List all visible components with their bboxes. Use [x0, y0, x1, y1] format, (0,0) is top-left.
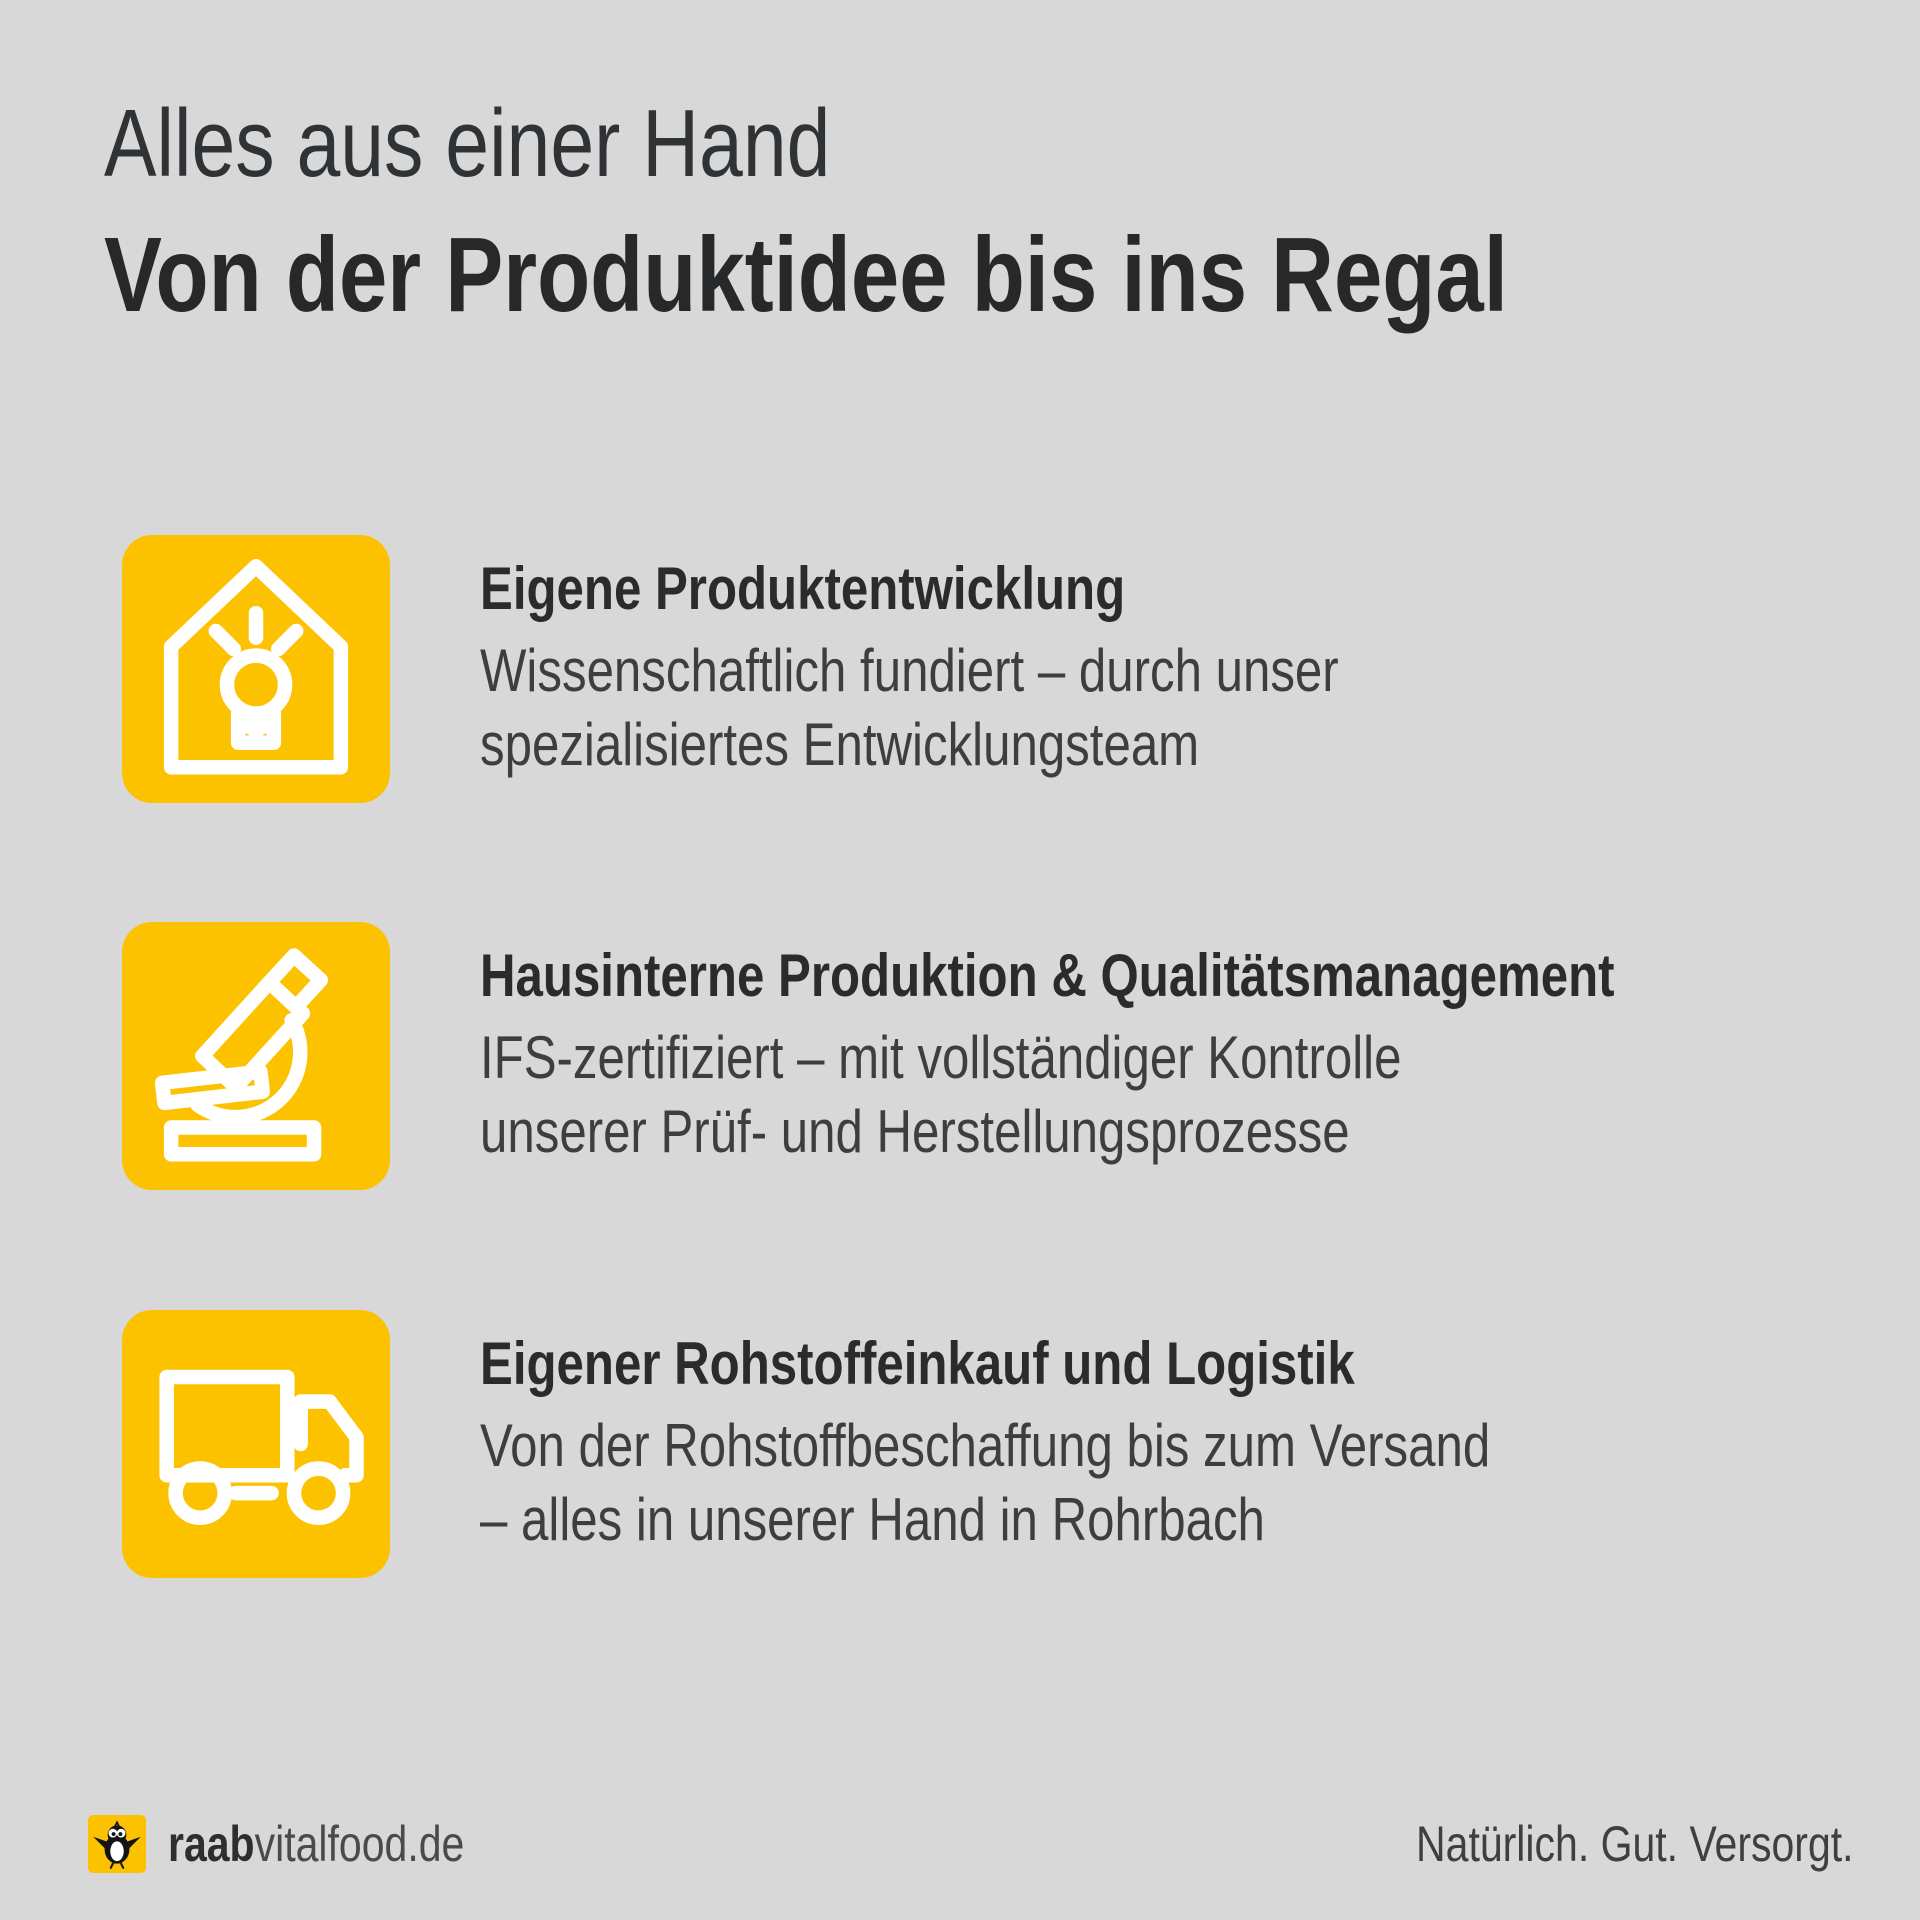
footer — [88, 1812, 1854, 1876]
feature-heading: Eigene Produktentwicklung — [480, 555, 1126, 622]
feature-purchasing-logistics — [122, 1310, 1712, 1578]
page-title — [104, 92, 1508, 332]
feature-body-line: – alles in unserer Hand in Rohrbach — [480, 1486, 1265, 1553]
feature-production-quality — [122, 922, 1864, 1190]
feature-body-line: Von der Rohstoffbeschaffung bis zum Versand — [480, 1412, 1491, 1479]
title-line-1: Alles aus einer Hand — [104, 90, 831, 197]
raab-bird-logo-icon — [88, 1815, 146, 1873]
house-lightbulb-icon — [122, 535, 390, 803]
feature-body-line: Wissenschaftlich fundiert – durch unser — [480, 637, 1339, 704]
feature-text-product-development — [480, 556, 1339, 782]
feature-body-line: unserer Prüf- und Herstellungsprozesse — [480, 1098, 1350, 1165]
feature-heading: Hausinterne Produktion & Qualitätsmanagement — [480, 942, 1615, 1009]
feature-text-purchasing-logistics — [480, 1331, 1490, 1557]
feature-heading: Eigener Rohstoffeinkauf und Logistik — [480, 1330, 1355, 1397]
feature-body-line: spezialisiertes Entwicklungsteam — [480, 711, 1200, 778]
microscope-icon — [122, 922, 390, 1190]
feature-text-production-quality — [480, 943, 1615, 1169]
brand-name-rest: vitalfood.de — [254, 1816, 465, 1872]
title-line-2: Von der Produktidee bis ins Regal — [104, 215, 1508, 334]
feature-body-line: IFS-zertifiziert – mit vollständiger Kontrolle — [480, 1024, 1402, 1091]
tagline: Natürlich. Gut. Versorgt. — [1416, 1816, 1854, 1872]
truck-icon — [122, 1310, 390, 1578]
brand-logo-group — [88, 1815, 529, 1873]
brand-name — [168, 1815, 464, 1873]
brand-name-bold: raab — [168, 1816, 255, 1872]
feature-product-development — [122, 535, 1527, 803]
